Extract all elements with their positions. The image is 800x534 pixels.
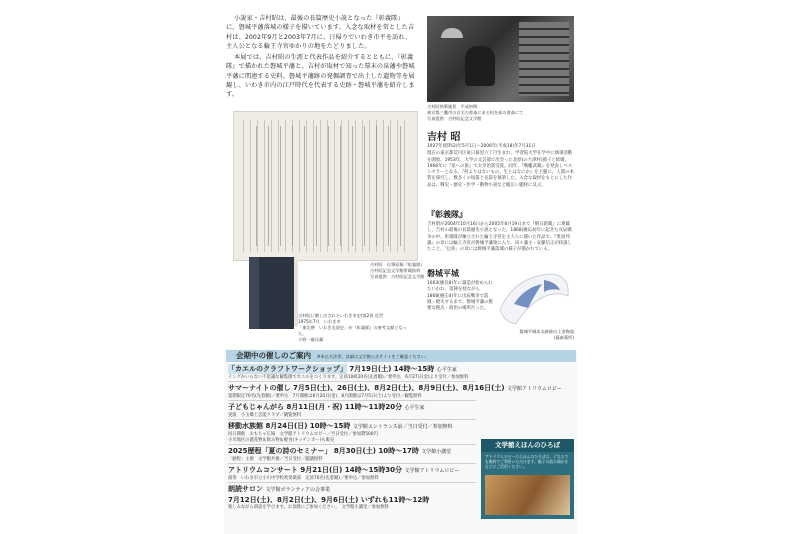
event-when: 8月30日(土) 10時～17時 [333, 447, 419, 455]
events-note: ※申込方法等、詳細は文学館公式サイトをご確認ください。 [317, 354, 430, 359]
intro-paragraph-2: 本展では、吉村昭の生涯と代表作品を紹介するとともに、『彰義隊』で描かれた磐城平藩と、吉村が取材で知った幕末の泉藩や磐城平藩に関連する史料、磐城平藩跡の発掘調査で出土した遺物等を展観し、いわき市内の江戸時代を代表する史跡・磐城平藩を紹介します。 [226, 54, 415, 99]
event-title: アトリウムコンサート [228, 466, 298, 474]
event-place: 文学館エントランス前／当日受付／参加無料 [352, 424, 453, 430]
caption-line: 磐城平城本丸跡跡出土金陶器 [519, 329, 574, 334]
caption-line: 吉村昭記念文学館所蔵資料 [370, 268, 421, 273]
shogitai-text: 吉村昭が2004年10月16日から2005年8月19日まで『朝日新聞』に連載し、吉村の最後の長篇歴史小説となった。1868(慶応4)年に起きた戊辰戦争の中、彰義隊が擁立された輪王寺宮を主人公に描いた作品で、『奥羽列藩』の章には輪王寺宮が磐城平藩領に入り、田々藩主・安藤信正が拝謁したこと、「伝佐」の章には磐城平藩落城の様子が描かれている。 [427, 222, 572, 253]
event-detail: イングかいらない不思議な観覧園でカエルをつくります。定員10組20名(先着順)／要申込 6月27日(金)より受付／参加無料 [228, 375, 469, 380]
event-title: 移動水族館 [228, 422, 263, 430]
author-figure [465, 46, 495, 86]
event-title: 朗読サロン [228, 485, 263, 493]
event-when: 7月19日(土) 14時～15時 [349, 365, 435, 373]
event-place: 心平生家 [404, 405, 425, 411]
caption-line: 吉村昭 自筆原稿『彰義隊』 [370, 262, 425, 267]
event-title: サマーナイトの催し [228, 384, 291, 392]
lamp-shape [441, 28, 463, 38]
plaza-title: 文学館えほんのひろば [481, 439, 574, 452]
caption-line: 吉村昭執筆風景 平成初期 [427, 104, 478, 109]
photo-caption [427, 104, 577, 122]
book-caption [298, 313, 410, 343]
event-item [228, 383, 572, 400]
event-place: 文学館アトリウムロビー [404, 468, 460, 474]
ceramic-shard-image [494, 270, 574, 328]
shard-caption [498, 329, 574, 341]
event-when: 9月21日(日) 14時～15時30分 [300, 466, 403, 474]
event-when: 7月12日(土)、8月2日(土)、9月6日(土) いずれも11時～12時 [228, 496, 430, 504]
plaza-photo [485, 475, 570, 515]
event-title: 子どもじゃんがら [228, 403, 284, 411]
plaza-text: アトリウムロビーのえほんのひろばは、どなたでも無料でご利用いただけます。親子の読み聞かせなどにご活用ください。 [485, 454, 569, 469]
caption-line: 「東北寮 いわき北面史」が『彰義隊』の参考文献となった。 [298, 325, 407, 336]
caption-line: (藤森薬所) [553, 335, 574, 340]
events-heading-text: 会期中の催しのご案内 [236, 351, 311, 360]
event-item [228, 364, 572, 381]
bookshelf [519, 22, 569, 96]
author-dates: 1927年(昭和2)年5月1日～2006年(平成18)年7月31日 [427, 144, 536, 149]
iwakidaira-section [427, 268, 495, 313]
author-profile [427, 128, 575, 190]
book-image [249, 257, 294, 329]
caption-line: 東京都三鷹市の自宅の書斎にある机を前の書斎にて [427, 110, 524, 115]
event-detail: 同日開催 おもちゃ広場 文学館アトリウムロビー／当日受付／参加費500円 [228, 432, 378, 437]
event-place: 文学館ボランティアの会事業 [265, 487, 331, 493]
event-when: 7月5日(土)、26日(土)、8月2日(土)、8月9日(土)、8月16日(土) [292, 384, 505, 392]
event-detail: 小川地区の農産物＆飲み物＆軽食(キッチンカー)も販売 [228, 438, 335, 443]
events-heading [226, 350, 576, 362]
event-when: 8月11日(月・祝) 11時～11時20分 [286, 403, 403, 411]
event-place: 文学館小講堂 [421, 449, 452, 455]
author-name: 吉村 昭 [427, 132, 461, 143]
event-when: 8月24日(日) 10時～15時 [265, 422, 351, 430]
event-detail: 夏期限定70名(先着順)／要申込 7月開催は6月20日(金)、8月開催は7月5日(土)より受付／観覧無料 [228, 394, 422, 399]
intro-text [226, 14, 416, 102]
caption-line: 吉村昭に贈し出されたいわき市史(第2巻 近世 [298, 313, 384, 318]
shogitai-title: 『彰義隊』 [427, 209, 467, 219]
caption-line: 写真提供：吉村昭記念文学館 [370, 274, 425, 279]
author-photo [427, 16, 574, 102]
caption-line: 小野一雄氏蔵 [298, 337, 324, 342]
event-detail: 実演 小玉郷土芸能クラブ／観覧無料 [228, 413, 302, 418]
caption-line: 1975年7月 いわき市 [298, 319, 341, 324]
manuscript-caption [370, 262, 430, 280]
event-place: 心平生家 [436, 367, 457, 373]
event-place: 文学館アトリウムロビー [506, 386, 562, 392]
event-item [228, 402, 572, 419]
event-detail: 演奏 いわき市立小川中学校吹奏楽部 定員70名(先着順)／要申込／参加無料 [228, 476, 379, 481]
manuscript-image [233, 111, 418, 261]
caption-line: 写真提供：吉村昭記念文学館 [427, 116, 482, 121]
picture-book-plaza-box [481, 439, 574, 519]
author-bio: 現在の東京都荒川区東日暮里六丁目生まれ。学習院大学在学中に執筆活動を開始。1953年、大学の文芸部で出会った北原(のち津村)節子と結婚。1966年に『星への旅』で太宰治賞受賞。同年、『戦艦武蔵』を発表しベストセラーとなる。『何よりはないもの、生とはなにか』を主題に、人間の本質を探究し、数多くの短篇と長篇を執筆した。入念な取材をもとにした作品は、戦史・歴史・医学・動物小説など幅広い題材に及ぶ。 [427, 151, 574, 188]
event-detail: 楽しみながら朗読を学びます。お気軽にご参加ください。 文学館小講堂／参加無料 [228, 505, 389, 510]
event-detail: 「歴程」主催 文学館共催／当日受付／聴講無料 [228, 457, 323, 462]
event-title: 2025歴程「夏の詩のセミナー」 [228, 447, 332, 455]
iwakidaira-text: 1603(慶長8)年に築造が始められたいわれ、落陣を経ながら1868(慶応4)年に戊辰戦争で落城・焼失するまで、磐城平藩の拠要な拠点・政治の場所だった。 [427, 281, 493, 312]
intro-paragraph-1: 小説家・吉村昭は、最後の長篇歴史小説となった『彰義隊』に、磐城平藩落城の様子を描いています。入念な取材を常とした吉村は、2002年9月と2003年7月に、日帰りでいわき市平を訪れ、主人公となる輪王寺宮ゆかりの地をたどりました。 [226, 15, 415, 50]
iwakidaira-title: 磐城平城 [427, 268, 459, 278]
event-title: 「カエルのクラフトワークショップ」 [228, 365, 347, 373]
shogitai-section [427, 209, 575, 254]
